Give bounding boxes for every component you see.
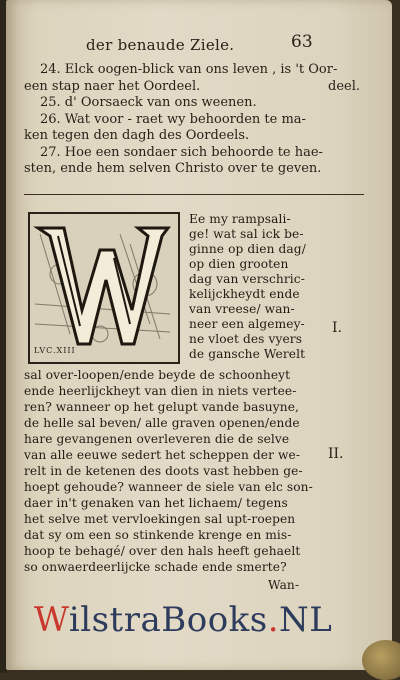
toc-line: 24. Elck oogen-blick van ons leven , is 't Oor- — [40, 62, 338, 77]
text-line: ge! wat sal ick be- — [189, 227, 304, 241]
toc-line: ken tegen den dagh des Oordeels. — [24, 128, 250, 143]
toc-line-tail: deel. — [328, 79, 360, 94]
text-line: neer een algemey- — [189, 317, 305, 331]
running-header: der benaude Ziele. — [86, 36, 235, 54]
initial-w-engraving — [30, 214, 178, 362]
catchword: Wan- — [268, 578, 300, 592]
margin-numeral: I. — [332, 320, 342, 336]
text-line: daer in't genaken van het lichaem/ tegens — [24, 496, 288, 510]
toc-line: 25. d' Oorsaeck van ons weenen. — [40, 95, 257, 110]
text-line: hare gevangenen overleveren die de selve — [24, 432, 290, 446]
watermark-logo — [34, 600, 332, 640]
decorated-initial-w — [28, 212, 180, 364]
margin-numeral: II. — [328, 446, 344, 462]
toc-line: 27. Hoe een sondaer sich behoorde te hae- — [40, 144, 323, 160]
text-line: het selve met vervloekingen sal upt-roepen — [24, 512, 296, 526]
text-line: dat sy om een so stinkende krenge en mis- — [24, 528, 292, 542]
toc-line: 26. Wat voor - raet wy behoorden te ma- — [40, 111, 306, 127]
text-line: kelijckheydt ende — [189, 287, 300, 301]
text-line: van alle eeuwe sedert het scheppen der we- — [24, 448, 301, 462]
watermark-part: ilstraBooks — [68, 600, 268, 640]
initial-caption: LVC.XIII — [34, 346, 76, 355]
text-line: ne vloet des vyers — [189, 332, 303, 346]
text-line: hoop te behagé/ over den hals heeft gehaelt — [24, 544, 301, 558]
watermark-part: . — [267, 600, 280, 640]
book-page — [6, 0, 392, 670]
toc-line: een stap naer het Oordeel. — [24, 78, 201, 94]
text-line: ren? wanneer op het gelupt vande basuyne, — [24, 400, 299, 414]
chapter-contents — [24, 62, 364, 178]
text-line: de gansche Werelt — [189, 347, 306, 361]
section-divider — [24, 194, 364, 195]
text-line: de helle sal beven/ alle graven openen/ende — [24, 416, 300, 430]
text-line: so onwaerdeerlijcke schade ende smerte? — [24, 560, 287, 574]
text-line: van vreese/ wan- — [189, 302, 295, 316]
text-line: dag van verschric- — [189, 272, 305, 286]
watermark-part: NL — [279, 600, 333, 640]
toc-line: sten, ende hem selven Christo over te geven. — [24, 161, 322, 176]
book-clasp — [362, 640, 400, 680]
watermark-part: W — [34, 600, 69, 640]
text-line: Ee my rampsali- — [189, 212, 291, 226]
text-line: hoept gehoude? wanneer de siele van elc son- — [24, 480, 313, 494]
text-line: ende heerlijckheyt van dien in niets vertee- — [24, 384, 297, 398]
text-line: sal over-loopen/ende beyde de schoonheyt — [24, 368, 291, 382]
text-line: relt in de ketenen des doots vast hebben ge- — [24, 464, 303, 478]
page-number: 63 — [291, 32, 313, 52]
text-line: ginne op dien dag/ — [189, 242, 306, 256]
text-line: op dien grooten — [189, 257, 289, 271]
